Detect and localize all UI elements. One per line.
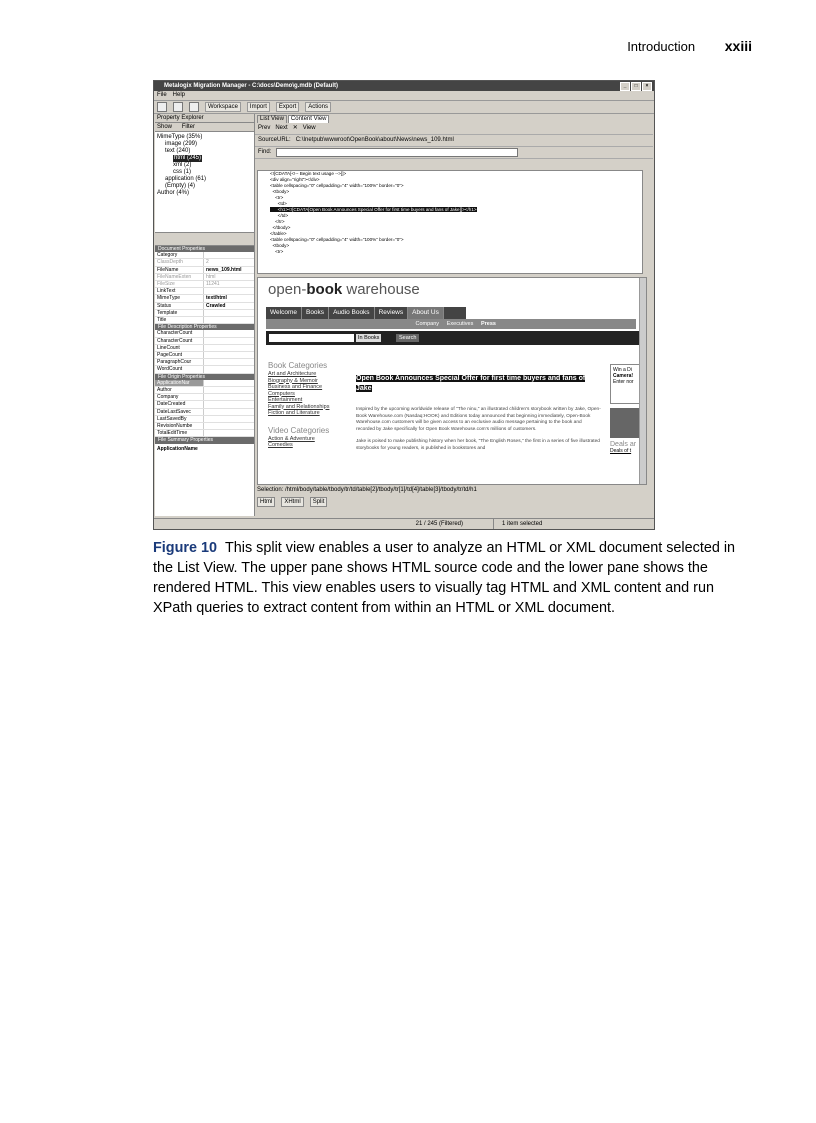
source-url: C:\Inetpub\wwwroot\OpenBook\about\News\news_109.html (295, 137, 454, 143)
promo-text: Win a Di (613, 367, 632, 373)
screenshot-figure (153, 80, 655, 530)
toolbar (154, 101, 654, 114)
close-icon[interactable]: × (642, 82, 652, 91)
figure-label: Figure 10 (153, 540, 217, 556)
find-bar (255, 147, 653, 159)
prop-key-selected[interactable]: ApplicationNar (155, 380, 204, 386)
in-books-select[interactable]: In Books (358, 335, 380, 341)
prop-key: FileSize (155, 281, 204, 287)
site-nav-reviews[interactable]: Reviews (375, 307, 409, 319)
actions-button[interactable]: Actions (305, 102, 331, 112)
property-grid (155, 246, 254, 452)
prop-value: html (206, 273, 216, 280)
deals-heading: Deals ar (610, 441, 637, 448)
promo-text: Camera! (613, 373, 634, 379)
nav-bar (255, 123, 653, 135)
status-selection: 1 item selected (502, 521, 543, 527)
code-line: <td> (270, 201, 287, 206)
prop-key: TotalEditTime (155, 430, 204, 436)
prop-key: LineCount (155, 345, 204, 351)
workspace-button[interactable]: Workspace (205, 102, 241, 112)
source-url-label: SourceURL: (258, 137, 291, 143)
prop-key: CharacterCount (155, 338, 204, 344)
prop-key: ClassDepth (155, 259, 204, 265)
xpath-selection: Selection: /html/body/table/tbody/tr/td/table[2]/tbody/tr[1]/td[4]/table[3]/tbody/tr/td/h1 (257, 487, 477, 493)
page-number: xxiii (724, 38, 752, 54)
prop-value: 11241 (206, 281, 220, 288)
status-bar (154, 518, 654, 529)
menu-file[interactable]: File (157, 92, 167, 98)
minimize-icon[interactable]: _ (620, 82, 630, 91)
save-icon[interactable] (189, 102, 199, 112)
promo-box[interactable] (610, 364, 642, 404)
promo-text: Enter nor (613, 379, 634, 385)
code-line: <tbody> (270, 189, 290, 194)
view-mode-bar (257, 497, 327, 507)
section-title: Introduction (627, 39, 696, 54)
promo-column (610, 364, 642, 454)
code-line-highlighted: <h1><![CDATA[Open Book Announces Special Offer for first time buyers and fans of Jake]]></h1> (270, 207, 477, 212)
group-file-origin[interactable]: File Origin Properties (155, 374, 254, 380)
export-button[interactable]: Export (276, 102, 299, 112)
open-icon[interactable] (173, 102, 183, 112)
tree-node[interactable]: image (299) (165, 141, 198, 147)
site-search-input[interactable] (269, 334, 354, 342)
mimetype-tree (155, 132, 254, 233)
prop-key: FileNameExten (155, 274, 204, 280)
tree-node[interactable]: xml (2) (173, 162, 192, 168)
code-line: <tr> (270, 195, 284, 200)
group-document-properties[interactable]: Document Properties (155, 246, 254, 252)
prop-key: PageCount (155, 352, 204, 358)
tab-content-view[interactable]: Content View (288, 115, 330, 123)
prop-value (204, 310, 206, 316)
site-search-button[interactable]: Search (396, 334, 419, 342)
logo-part: book (306, 281, 343, 298)
article-paragraph: Inspired by the upcoming worldwide release of "The ninu," an illustrated children's storybook written by Jake, Open-Book Warehouse.com (Nasdaq:HOOK) and Editions today announced that beginning immediately, Open-Book Warehouse.com customers will be given access to an exclusive audio message pertaining to the book and recorded by Jake specifically for Open Book Warehouse.com's millions of customers. (356, 407, 601, 432)
site-nav-about-us[interactable]: About Us (408, 307, 444, 319)
prop-key: Template (155, 310, 204, 316)
menu-help[interactable]: Help (172, 92, 186, 98)
view-html-button[interactable]: Html (257, 497, 275, 507)
prop-key: LastSavedBy (155, 416, 204, 422)
prop-key: CharacterCount (155, 330, 204, 336)
view-tabs (255, 114, 653, 123)
site-logo (268, 281, 420, 298)
prop-key: Author (155, 387, 204, 393)
site-search-row (266, 331, 646, 345)
prop-value: 2 (206, 259, 209, 266)
code-line: </td> (270, 213, 289, 218)
logo-part: open- (268, 281, 307, 298)
prop-key: DateCreated (155, 401, 204, 407)
article-headline: Open Book Announces Special Offer for first time buyers and fans of Jake (356, 375, 586, 392)
code-line: <![CDATA[<!-- Begin text usage -->]]> (270, 171, 347, 176)
tree-node[interactable]: MimeType (35%) (157, 134, 203, 140)
article-paragraph: Jake is poised to make publishing history when her book, "The English Roses," the first in a series of five illustrated storybooks for young readers, is published in bookstores and (356, 439, 600, 451)
group-file-summary[interactable]: File Summary Properties (155, 437, 254, 443)
category-link[interactable]: Fiction and Literature (268, 410, 320, 416)
code-line: <table cellspacing="0" cellpadding="4" width="100%" border="0"> (270, 183, 404, 188)
view-button[interactable]: View (302, 125, 316, 131)
property-description: ApplicationName (157, 445, 198, 452)
rendered-html-pane[interactable] (257, 277, 647, 485)
tree-node-selected[interactable]: html (245) (174, 155, 202, 161)
prop-key: DateLastSavec (155, 409, 204, 415)
running-head (627, 38, 752, 54)
prop-key: FileName (155, 267, 204, 273)
figure-caption (153, 538, 753, 618)
site-nav-books[interactable]: Books (302, 307, 329, 319)
category-link[interactable]: Action & Adventure (268, 435, 315, 442)
figure-caption-text: This split view enables a user to analyze an HTML or XML document selected in the List View. The upper pane shows HTML source code and the lower pane shows the rendered HTML. This view enables users to visually tag HTML and XML content and run XPath queries to extract content from within an HTML or XML document. (153, 540, 736, 616)
tree-node[interactable]: (Empty) (4) (165, 183, 195, 189)
category-link[interactable]: Family and Relationships (268, 403, 330, 410)
prop-value (204, 317, 206, 323)
view-split-button[interactable]: Split (310, 497, 328, 507)
logo-part: warehouse (342, 281, 420, 298)
property-explorer (155, 114, 255, 516)
prop-key: LinkText (155, 288, 204, 294)
category-link[interactable]: Computers (268, 390, 295, 397)
subnav-company[interactable]: Company (415, 321, 440, 327)
book-categories-heading: Book Categories (268, 361, 328, 370)
code-line: <div align="right"></div> (270, 177, 320, 182)
site-nav-welcome[interactable]: Welcome (266, 307, 302, 319)
filter-bar (155, 123, 254, 132)
subnav-press[interactable]: Press (481, 321, 496, 327)
prop-value (204, 252, 206, 258)
prev-button[interactable]: Prev (258, 125, 271, 131)
category-link[interactable]: Art and Architecture (268, 371, 317, 377)
deals-link[interactable]: Deals of t (610, 448, 632, 454)
prop-value: Crawled (206, 302, 226, 309)
next-button[interactable]: Next (275, 125, 288, 131)
site-nav (266, 307, 466, 319)
prop-value: text/html (206, 295, 227, 302)
code-line: </table> (270, 231, 287, 236)
promo-banner[interactable] (610, 408, 642, 438)
prop-key: MimeType (155, 295, 204, 301)
code-line: <tbody> (270, 243, 290, 248)
tree-node[interactable]: Author (4%) (157, 190, 190, 196)
code-line: <table cellspacing="0" cellpadding="4" width="100%" border="0"> (270, 237, 404, 242)
status-count: 21 / 245 (Filtered) (154, 519, 494, 529)
source-url-bar (255, 135, 653, 147)
view-xhtml-button[interactable]: XHtml (281, 497, 303, 507)
show-button[interactable]: Show (157, 124, 173, 130)
category-link[interactable]: Entertainment (268, 397, 303, 403)
sort-bar (155, 233, 254, 246)
maximize-icon[interactable]: □ (631, 82, 641, 91)
prop-key: ParagraphCour (155, 359, 204, 365)
video-categories-heading: Video Categories (268, 425, 330, 435)
property-explorer-header: Property Explorer (155, 114, 254, 123)
find-input[interactable] (276, 148, 518, 157)
filter-button[interactable]: Filter (181, 124, 196, 130)
tree-node[interactable]: application (61) (165, 176, 207, 182)
tab-list-view[interactable]: List View (257, 115, 287, 123)
group-file-description[interactable]: File Description Properties (155, 324, 254, 330)
prop-key: Status (155, 303, 204, 309)
menu-bar (154, 91, 654, 101)
prop-key: Category (155, 252, 204, 258)
tree-node[interactable]: text (240) (165, 148, 191, 154)
code-line: </tr> (270, 219, 285, 224)
prop-key: WordCount (155, 366, 204, 372)
category-link[interactable]: Comedies (268, 442, 293, 448)
category-link[interactable]: Biography & Memoir (268, 377, 318, 384)
prop-key: Title (155, 317, 204, 323)
code-line: <tr> (270, 249, 284, 254)
render-scrollbar[interactable] (639, 278, 646, 484)
window-titlebar (154, 81, 654, 91)
category-link[interactable]: Business and Finance (268, 384, 323, 390)
close-icon[interactable]: ✕ (292, 125, 298, 131)
site-nav-audio-books[interactable]: Audio Books (329, 307, 375, 319)
source-code-pane[interactable] (257, 170, 643, 274)
new-icon[interactable] (157, 102, 167, 112)
find-label: Find: (258, 149, 272, 155)
content-pane (255, 114, 653, 516)
prop-value: news_109.html (206, 266, 242, 273)
code-line: </tbody> (270, 225, 291, 230)
tree-node[interactable]: css (1) (173, 169, 191, 175)
window-title: Metalogix Migration Manager - C:\docs\Demo\g.mdb (Default) (164, 83, 339, 89)
prop-value (204, 288, 206, 294)
site-subnav (266, 319, 636, 329)
import-button[interactable]: Import (247, 102, 270, 112)
category-column (268, 358, 348, 449)
subnav-executives[interactable]: Executives (446, 321, 474, 327)
article-column (356, 374, 601, 452)
prop-key: RevisionNumbe (155, 423, 204, 429)
prop-key: Company (155, 394, 204, 400)
